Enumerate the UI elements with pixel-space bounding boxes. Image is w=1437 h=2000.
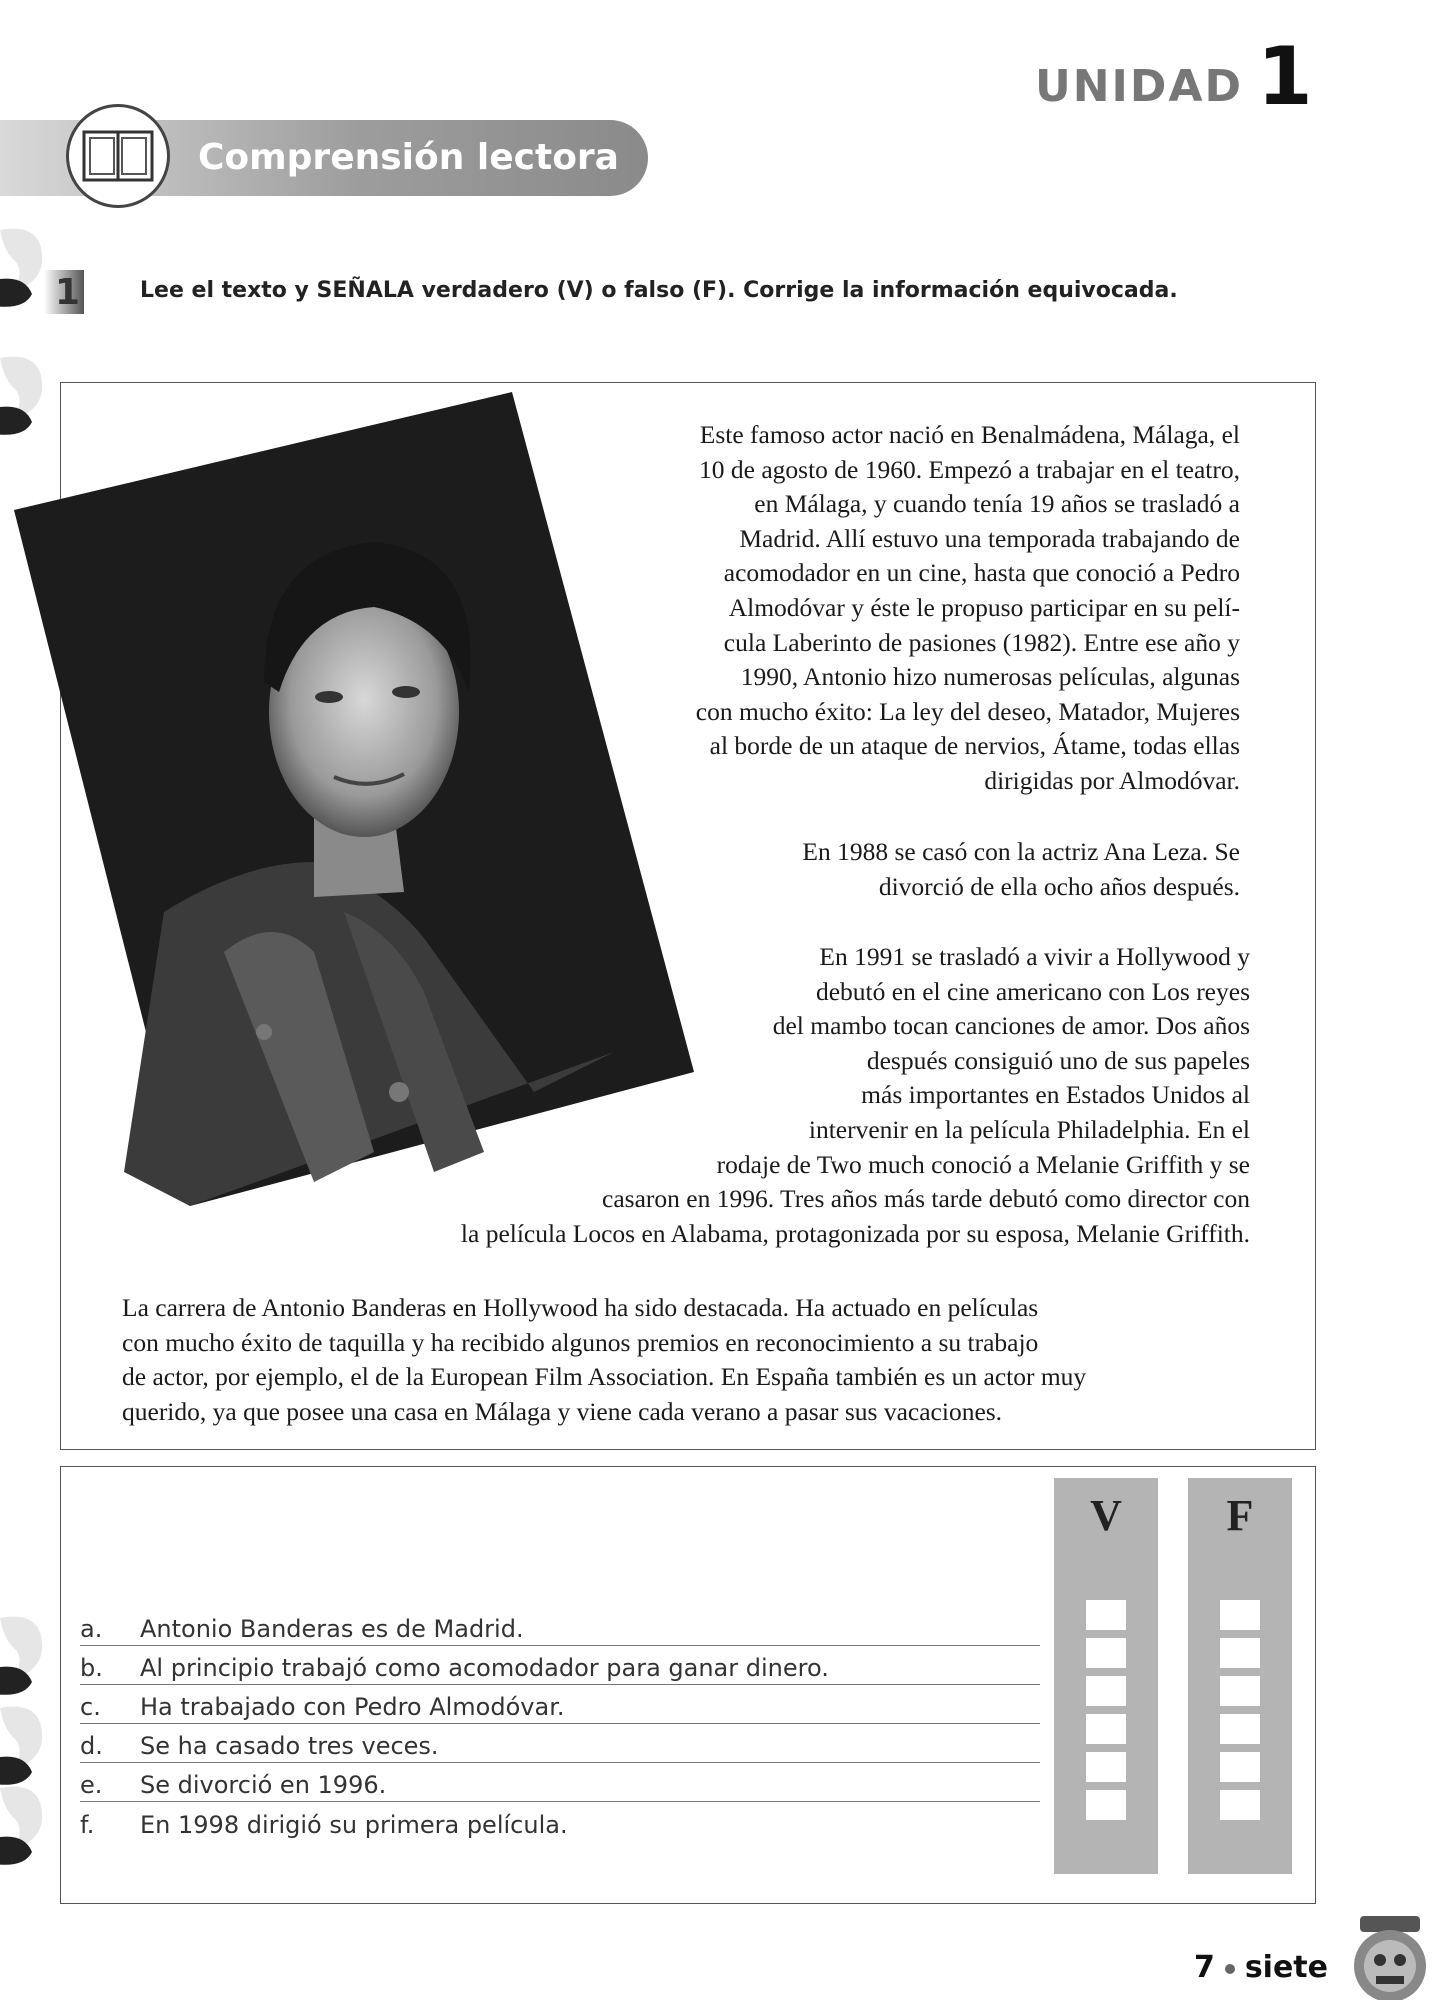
statement-row [80,1804,1040,1841]
text-line: cula Laberinto de pasiones (1982). Entre ese año y [723,627,1240,657]
text-line: 1990, Antonio hizo numerosas películas, algunas [740,662,1240,692]
paragraph-marriage [680,835,1240,904]
page-number-word: siete [1244,1950,1328,1985]
ear-icon [0,222,48,310]
text-line: 10 de agosto de 1960. Empezó a trabajar en el teatro, [699,454,1240,484]
ear-icon [0,1610,48,1698]
statement-text: Se divorció en 1996. [140,1771,387,1799]
statement-text: Ha trabajado con Pedro Almodóvar. [140,1693,565,1721]
text-line: al borde de un ataque de nervios, Átame, todas ellas [709,731,1240,761]
false-checkbox-a[interactable] [1220,1600,1260,1630]
false-checkbox-d[interactable] [1220,1714,1260,1744]
statement-row [80,1726,1040,1763]
section-title: Comprensión lectora [198,137,619,178]
text-line: En 1988 se casó con la actriz Ana Leza. Se [802,837,1240,866]
text-line: casaron en 1996. Tres años más tarde debutó como director con [602,1184,1250,1214]
statement-text: Antonio Banderas es de Madrid. [140,1615,524,1643]
page-number-digit: 7 [1193,1950,1215,1985]
false-checkbox-f[interactable] [1220,1790,1260,1820]
statement-row [80,1765,1040,1802]
text-line: la película Locos en Alabama, protagonizada por su esposa, Melanie Griffith. [460,1218,1250,1248]
ear-icon [0,1780,48,1868]
true-column-header: V [1090,1491,1122,1540]
true-checkbox-b[interactable] [1086,1638,1126,1668]
unit-number: 1 [1257,30,1315,123]
paragraph-career [122,1291,1252,1429]
text-line: en Málaga, y cuando tenía 19 años se trasladó a [754,489,1240,519]
text-line: del mambo tocan canciones de amor. Dos años [772,1011,1250,1041]
bullet-icon [1225,1964,1235,1974]
text-line: con mucho éxito: La ley del deseo, Matador, Mujeres [695,696,1240,726]
statement-row [80,1648,1040,1685]
text-line: debutó en el cine americano con Los reyes [815,976,1250,1006]
statement-row [80,1609,1040,1646]
page-number [1128,1950,1328,1985]
ear-icon [0,1700,48,1788]
text-line: intervenir en la película Philadelphia. En el [808,1114,1250,1144]
text-line: En 1991 se trasladó a vivir a Hollywood y [819,942,1250,971]
text-line: rodaje de Two much conoció a Melanie Griffith y se [716,1149,1250,1179]
text-line: de actor, por ejemplo, el de la European Film Association. En España también es un actor muy [122,1362,1087,1392]
paragraph-biography [540,418,1240,799]
text-line: dirigidas por Almodóvar. [984,765,1240,795]
aztec-emblem-icon [1340,1910,1437,2000]
statement-letter: d. [80,1732,103,1760]
text-line: La carrera de Antonio Banderas en Hollywood ha sido destacada. Ha actuado en películas [122,1293,1039,1322]
true-checkbox-e[interactable] [1086,1752,1126,1782]
true-checkbox-a[interactable] [1086,1600,1126,1630]
text-line: divorció de ella ocho años después. [878,871,1240,901]
unit-label [1035,30,1315,123]
true-checkbox-c[interactable] [1086,1676,1126,1706]
text-line: Madrid. Allí estuvo una temporada trabajando de [739,523,1240,553]
false-checkbox-b[interactable] [1220,1638,1260,1668]
unit-word: UNIDAD [1035,61,1244,112]
text-line: querido, ya que posee una casa en Málaga y viene cada verano a pasar sus vacaciones. [122,1396,1003,1426]
statement-row [80,1687,1040,1724]
statement-letter: f. [80,1811,95,1839]
statement-letter: a. [80,1615,103,1643]
text-line: Este famoso actor nació en Benalmádena, Málaga, el [699,420,1240,449]
statement-text: Al principio trabajó como acomodador para ganar dinero. [140,1654,829,1682]
true-checkbox-d[interactable] [1086,1714,1126,1744]
statement-text: En 1998 dirigió su primera película. [140,1811,568,1839]
book-icon [66,104,170,208]
exercise-number: 1 [44,270,84,314]
true-checkbox-f[interactable] [1086,1790,1126,1820]
statement-letter: b. [80,1654,103,1682]
statement-letter: c. [80,1693,101,1721]
false-checkbox-e[interactable] [1220,1752,1260,1782]
text-line: Almodóvar y éste le propuso participar en su pelí- [728,592,1240,622]
text-line: acomodador en un cine, hasta que conoció a Pedro [723,558,1240,588]
statement-text: Se ha casado tres veces. [140,1732,439,1760]
false-checkbox-c[interactable] [1220,1676,1260,1706]
text-line: con mucho éxito de taquilla y ha recibido algunos premios en reconocimiento a su trabajo [122,1327,1039,1357]
text-line: después consiguió uno de sus papeles [866,1045,1250,1075]
exercise-instruction: Lee el texto y SEÑALA verdadero (V) o falso (F). Corrige la información equivocada. [140,278,1178,303]
statement-letter: e. [80,1771,103,1799]
paragraph-hollywood [300,940,1250,1251]
text-line: más importantes en Estados Unidos al [861,1080,1250,1110]
false-column-header: F [1226,1491,1254,1540]
